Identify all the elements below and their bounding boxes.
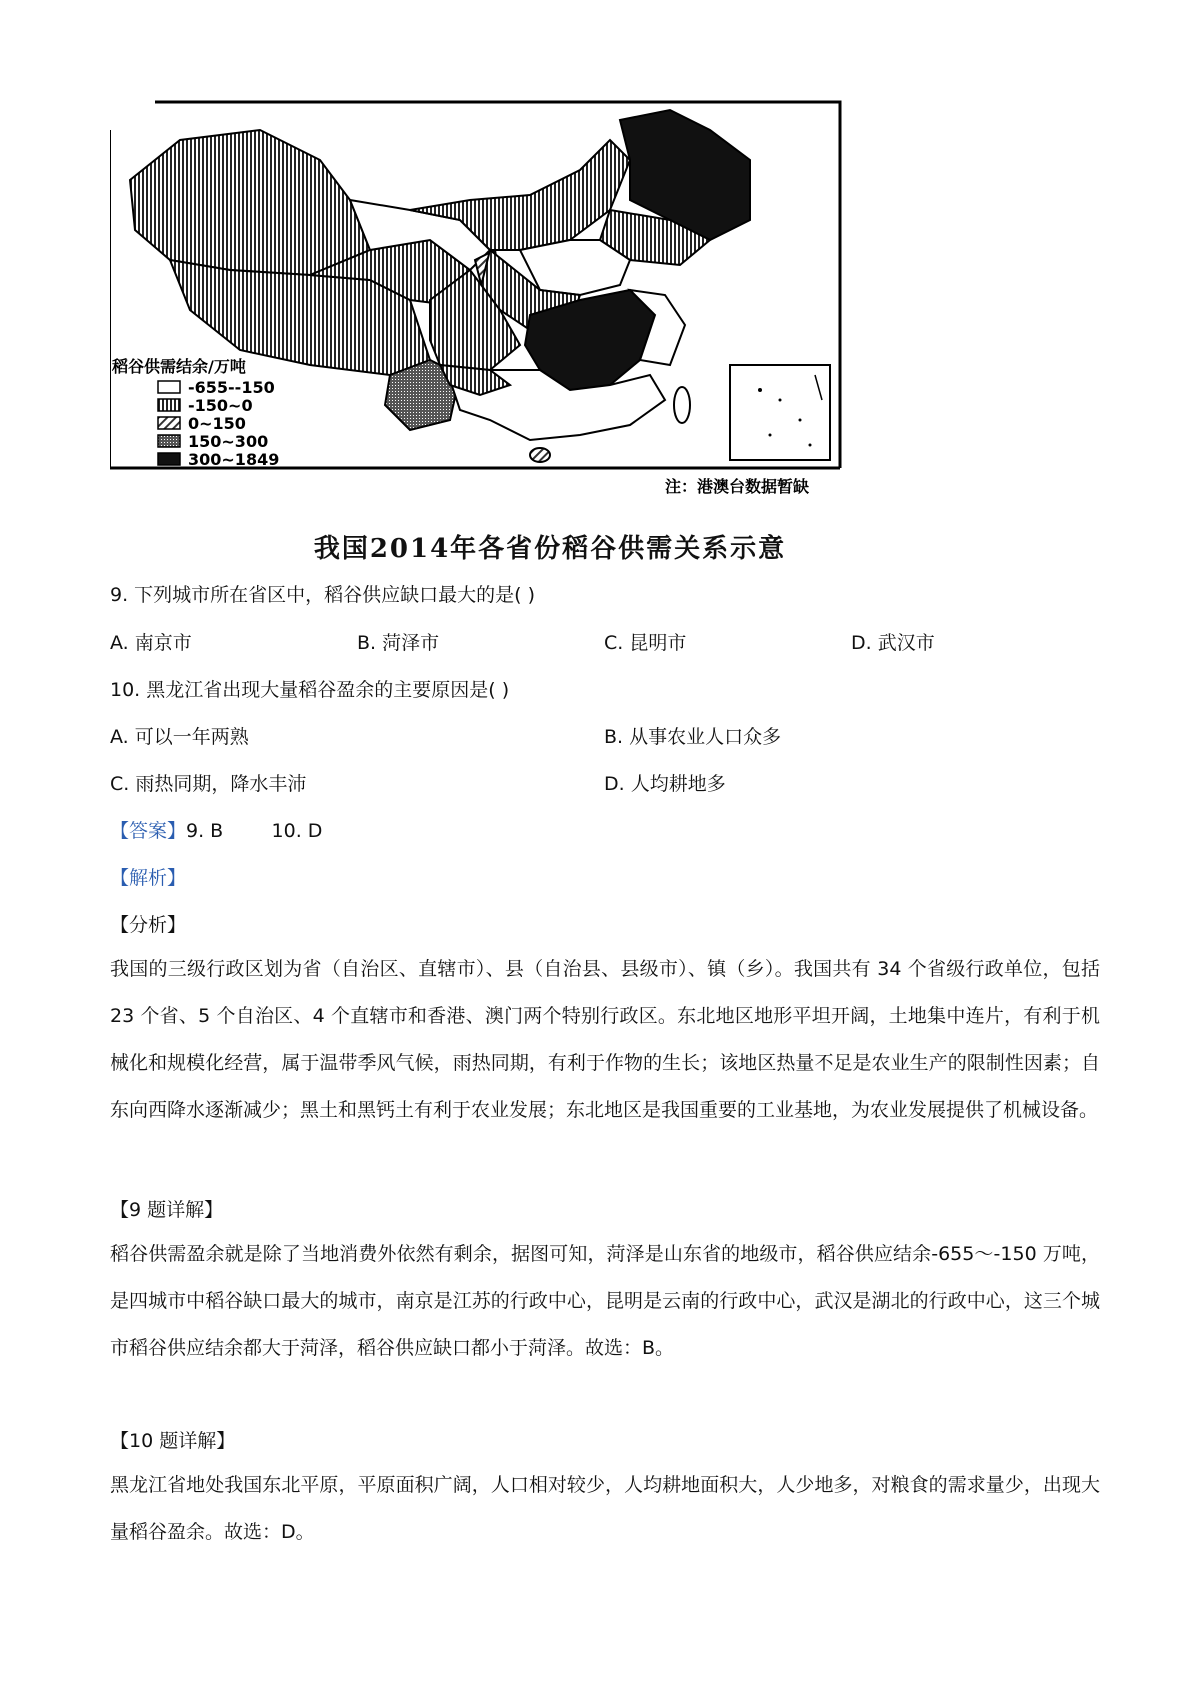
answer-text: 9. B 10. D	[186, 820, 323, 842]
region-hainan	[530, 448, 550, 462]
q9-option-a: A. 南京市	[110, 632, 192, 654]
answer-label: 【答案】	[110, 820, 187, 842]
legend-item-2: 0~150	[188, 414, 246, 433]
south-sea-inset	[730, 365, 830, 460]
analysis-label: 【解析】	[110, 867, 187, 889]
q9-detail-label: 【9 题详解】	[110, 1199, 224, 1221]
q9-detail-text: 稻谷供需盈余就是除了当地消费外依然有剩余，据图可知，菏泽是山东省的地级市，稻谷供应结余-655～-150 万吨，是四城市中稻谷缺口最大的城市，南京是江苏的行政中心，昆明是云南的行政中心，武汉是湖北的行政中心，这三个城市稻谷供应结余都大于菏泽，稻谷供应缺口都小于菏泽。故选：B。	[110, 1243, 1100, 1359]
q10-option-a: A. 可以一年两熟	[110, 726, 249, 748]
map-figure	[110, 100, 920, 510]
q10-option-b: B. 从事农业人口众多	[604, 726, 782, 748]
q10-detail-label: 【10 题详解】	[110, 1430, 236, 1452]
map-note: 注：港澳台数据暂缺	[665, 477, 810, 496]
q10-detail-text: 黑龙江省地处我国东北平原，平原面积广阔，人口相对较少，人均耕地面积大，人少地多，对粮食的需求量少，出现大量稻谷盈余。故选：D。	[110, 1474, 1100, 1543]
answer-line	[110, 816, 322, 843]
map-caption: 我国2014年各省份稻谷供需关系示意	[313, 534, 787, 564]
fenxi-text: 我国的三级行政区划为省（自治区、直辖市）、县（自治县、县级市）、镇（乡）。我国共有 34 个省级行政单位，包括 23 个省、5 个自治区、4 个直辖市和香港、澳门两个特别行政区。东北地区地形平坦开阔，土地集中连片，有利于机械化和规模化经营，属于温带季风气候，雨热同期，有利于作物的生长；该地区热量不足是农业生产的限制性因素；自东向西降水逐渐减少；黑土和黑钙土有利于农业发展；东北地区是我国重要的工业基地，为农业发展提供了机械设备。	[110, 958, 1100, 1121]
q10-option-d: D. 人均耕地多	[604, 773, 726, 795]
q9-option-d: D. 武汉市	[851, 632, 935, 654]
legend-item-4: 300~1849	[188, 450, 280, 469]
region-taiwan	[674, 387, 690, 423]
legend-item-1: -150~0	[188, 396, 253, 415]
legend-item-3: 150~300	[188, 432, 269, 451]
fenxi-label: 【分析】	[110, 914, 187, 936]
q9-option-b: B. 菏泽市	[357, 632, 440, 654]
region-xinjiang	[130, 130, 370, 275]
legend-item-0: -655--150	[188, 378, 275, 397]
q10-option-c: C. 雨热同期，降水丰沛	[110, 773, 307, 795]
legend-title: 稻谷供需结余/万吨	[112, 357, 246, 376]
q9-stem: 9. 下列城市所在省区中，稻谷供应缺口最大的是( )	[110, 584, 536, 606]
q10-stem: 10. 黑龙江省出现大量稻谷盈余的主要原因是( )	[110, 679, 510, 701]
q9-option-c: C. 昆明市	[604, 632, 687, 654]
